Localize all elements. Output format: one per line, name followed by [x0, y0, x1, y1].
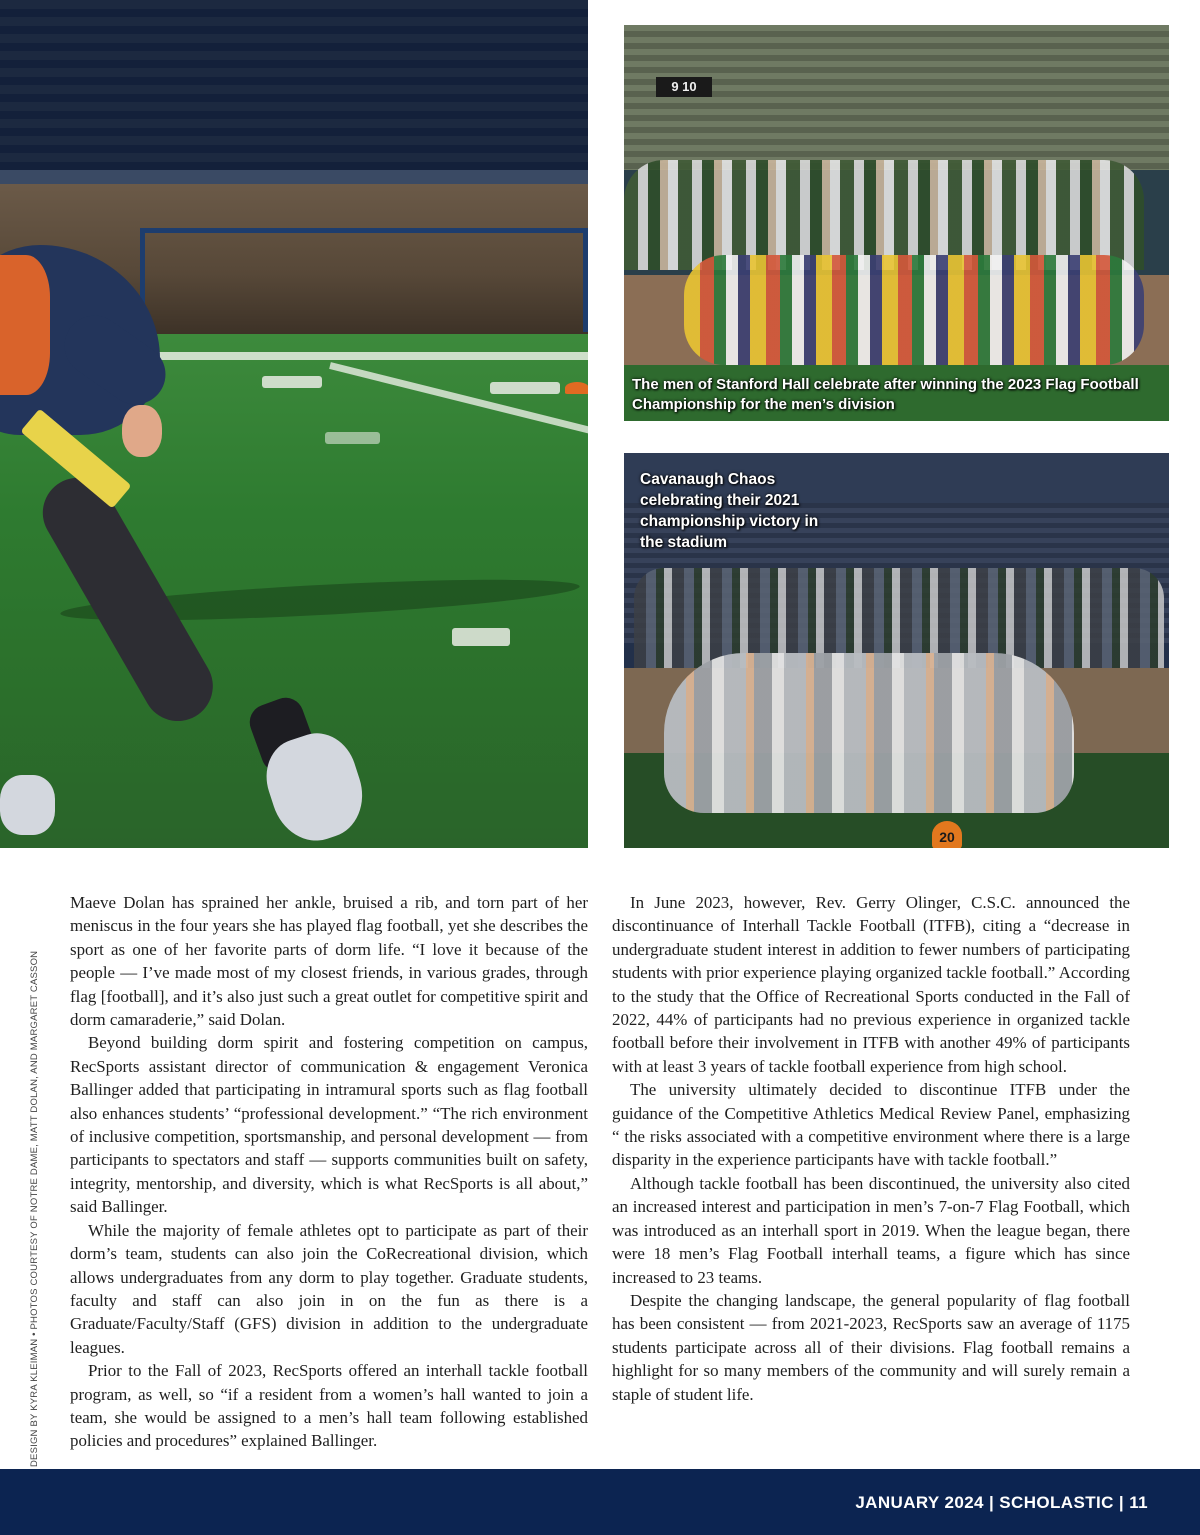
- hero-photo: [0, 0, 588, 848]
- field-marking: [262, 376, 322, 388]
- cavanaugh-chaos-photo: [624, 453, 1169, 848]
- stadium-stands: [0, 0, 588, 180]
- photo-caption: Cavanaugh Chaos celebrating their 2021 championship victory in the stadium: [640, 471, 819, 551]
- scoreboard: 9 10: [656, 77, 712, 97]
- team-front-row: [684, 255, 1144, 365]
- paragraph: In June 2023, however, Rev. Gerry Olinger, C.S.C. announced the discontinuance of Interhall Tackle Football (ITFB), citing a “decrease in undergraduate student interest in addition to fewer numbers of participating students with prior experience playing organized tackle football.” According to the study that the Office of Recreational Sports conducted in the Fall of 2022, 44% of participants had no previous experience in organized tackle football before their involvement in ITFB with another 49% of participants with at least 3 years of tackle football experience from high school.: [612, 893, 1130, 1076]
- yard-cone: 20: [932, 821, 962, 848]
- paragraph: Although tackle football has been discontinued, the university also cited an increased interest and participation in men’s 7-on-7 Flag Football, which was introduced as an interhall sport in 2019. When the league began, there were 18 men’s Flag Football interhall teams, a figure which has since increased to 23 teams.: [612, 1173, 1130, 1287]
- stanford-hall-photo: [624, 25, 1169, 421]
- paragraph: Maeve Dolan has sprained her ankle, bruised a rib, and torn part of her meniscus in the four years she has played flag football, yet she describes the sport as one of her favorite parts of dorm life. “I love it because of the people — I’ve made most of my closest friends, in various grades, through flag [football], and it’s also just such a great outlet for competitive spirit and dorm camaraderie,” said Dolan.: [70, 893, 588, 1030]
- paragraph: While the majority of female athletes opt to participate as part of their dorm’s team, students can also join the CoRecreational division, which allows undergraduates from any dorm to play together. Graduate students, faculty and staff can also join in on the fun as there is a Graduate/Faculty/Staff (GFS) division in addition to the undergraduate leagues.: [70, 1220, 588, 1357]
- field-marking: [325, 432, 380, 444]
- stadium-seats: [624, 25, 1169, 175]
- paragraph: The university ultimately decided to discontinue ITFB under the guidance of the Competitive Athletics Medical Review Panel, emphasizing “ the risks associated with a competitive environment where there is a large disparity in the experience participants have with tackle football.”: [612, 1080, 1130, 1170]
- article-column-right: [612, 891, 1130, 1406]
- footer-bar: [0, 1469, 1200, 1535]
- paragraph: Despite the changing landscape, the general popularity of flag football has been consistent — from 2021-2023, RecSports saw an average of 1175 students participate across all of their divisions. Flag football remains a highlight for so many members of the community and will surely remain a staple of student life.: [612, 1290, 1130, 1404]
- folio: JANUARY 2024 | SCHOLASTIC | 11: [855, 1493, 1148, 1512]
- team-back-row: [624, 160, 1144, 270]
- paragraph: Beyond building dorm spirit and fostering competition on campus, RecSports assistant director of communication & engagement Veronica Ballinger added that participating in intramural sports such as flag football also enhances students’ “professional development.” “The rich environment of inclusive competition, sportsmanship, and personal development — from participants to spectators and staff — supports communities built on safety, integrity, mentorship, and diversity, which is what RecSports is all about,” said Ballinger.: [70, 1033, 588, 1217]
- field-marking: [452, 628, 510, 646]
- design-credit: DESIGN BY KYRA KLEIMAN • PHOTOS COURTESY OF NOTRE DAME, MATT DOLAN, AND MARGARET CASSON: [29, 950, 40, 1467]
- player-vest: [0, 255, 50, 395]
- paragraph: Prior to the Fall of 2023, RecSports offered an interhall tackle football program, as well, so “if a resident from a women’s hall wanted to join a team, she would be assigned to a men’s hall team following established policies and procedures” explained Ballinger.: [70, 1361, 588, 1451]
- fence-rail: [140, 228, 588, 332]
- field-marking: [490, 382, 560, 394]
- player-shoe: [0, 775, 55, 835]
- field-cone: [565, 382, 588, 394]
- photo-caption: The men of Stanford Hall celebrate after winning the 2023 Flag Football Championship for the men’s division: [632, 376, 1139, 413]
- team-group: [664, 653, 1074, 813]
- article-column-left: [70, 891, 588, 1453]
- player-hand: [122, 405, 162, 457]
- stands-railing: [0, 170, 588, 184]
